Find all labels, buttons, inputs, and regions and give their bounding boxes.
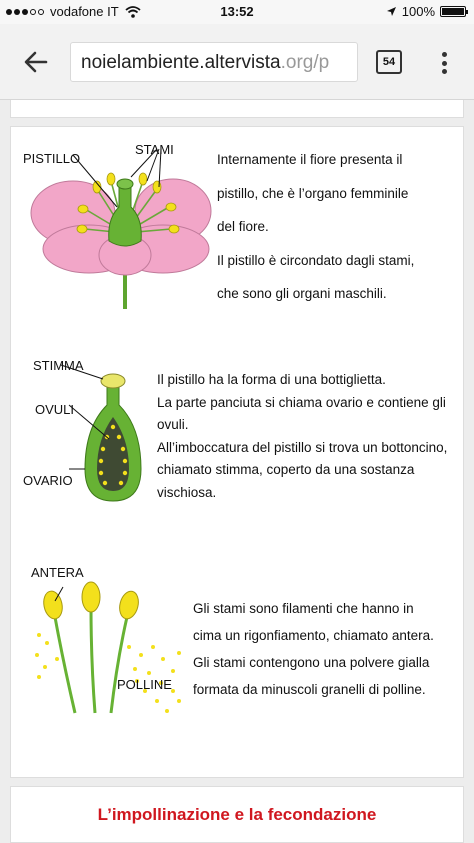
section2-line: La parte panciuta si chiama ovario e contiene gli <box>157 394 446 410</box>
location-arrow-icon <box>386 6 397 17</box>
label-ovario: OVARIO <box>23 473 73 488</box>
label-stimma: STIMMA <box>33 358 84 373</box>
label-antera: ANTERA <box>31 565 84 580</box>
flower-diagram <box>25 137 215 337</box>
battery-icon <box>440 6 466 17</box>
section2-line: Il pistillo ha la forma di una bottiglietta. <box>157 372 386 387</box>
label-ovuli: OVULI <box>35 402 75 417</box>
menu-icon[interactable] <box>432 50 456 76</box>
section1-line: Il pistillo è circondato dagli stami, <box>217 252 415 268</box>
section1-text <box>217 143 455 311</box>
section3-text <box>193 595 457 703</box>
status-right <box>386 4 466 19</box>
back-button[interactable] <box>20 46 52 78</box>
section3-line: Gli stami sono filamenti che hanno in <box>193 601 414 616</box>
page-content <box>0 100 474 843</box>
battery-percentage: 100% <box>401 4 435 19</box>
section2-line: ovuli. <box>157 417 189 432</box>
section2-text <box>157 369 457 504</box>
section1-line: Internamente il fiore presenta il <box>217 152 403 167</box>
url-rest: .org/p <box>280 52 330 73</box>
browser-toolbar <box>0 24 474 100</box>
stamen-diagram <box>33 581 193 721</box>
address-bar[interactable] <box>70 42 358 82</box>
label-stami: STAMI <box>135 142 174 157</box>
section2-line: chiamato stimma, coperto da una sostanza <box>157 462 415 477</box>
section3-line: cima un rigonfiamento, chiamato antera. <box>193 628 434 643</box>
section-title: L’impollinazione e la fecondazione <box>97 805 377 824</box>
section2-line: All’imboccatura del pistillo si trova un bottoncino, <box>157 439 448 455</box>
section1-line: che sono gli organi maschili. <box>217 286 387 301</box>
section2-line: vischiosa. <box>157 484 217 500</box>
back-arrow-icon <box>20 46 52 78</box>
section3-line: Gli stami contengono una polvere gialla <box>193 655 430 670</box>
status-bar <box>0 0 474 24</box>
section1-line: pistillo, che è l’organo femminile <box>217 185 409 201</box>
tabs-button[interactable]: 54 <box>376 50 402 74</box>
pistil-diagram <box>71 365 161 515</box>
section1-line: del fiore. <box>217 219 269 234</box>
section3-line: formata da minuscoli granelli di polline. <box>193 682 426 697</box>
label-pistillo: PISTILLO <box>23 151 81 166</box>
url-host: noielambiente.altervista <box>81 52 281 73</box>
carrier-name: vodafone IT <box>50 4 119 19</box>
content-card <box>10 126 464 778</box>
label-polline: POLLINE <box>117 677 172 692</box>
previous-card <box>10 100 464 118</box>
next-card <box>10 786 464 843</box>
clock: 13:52 <box>220 4 254 19</box>
